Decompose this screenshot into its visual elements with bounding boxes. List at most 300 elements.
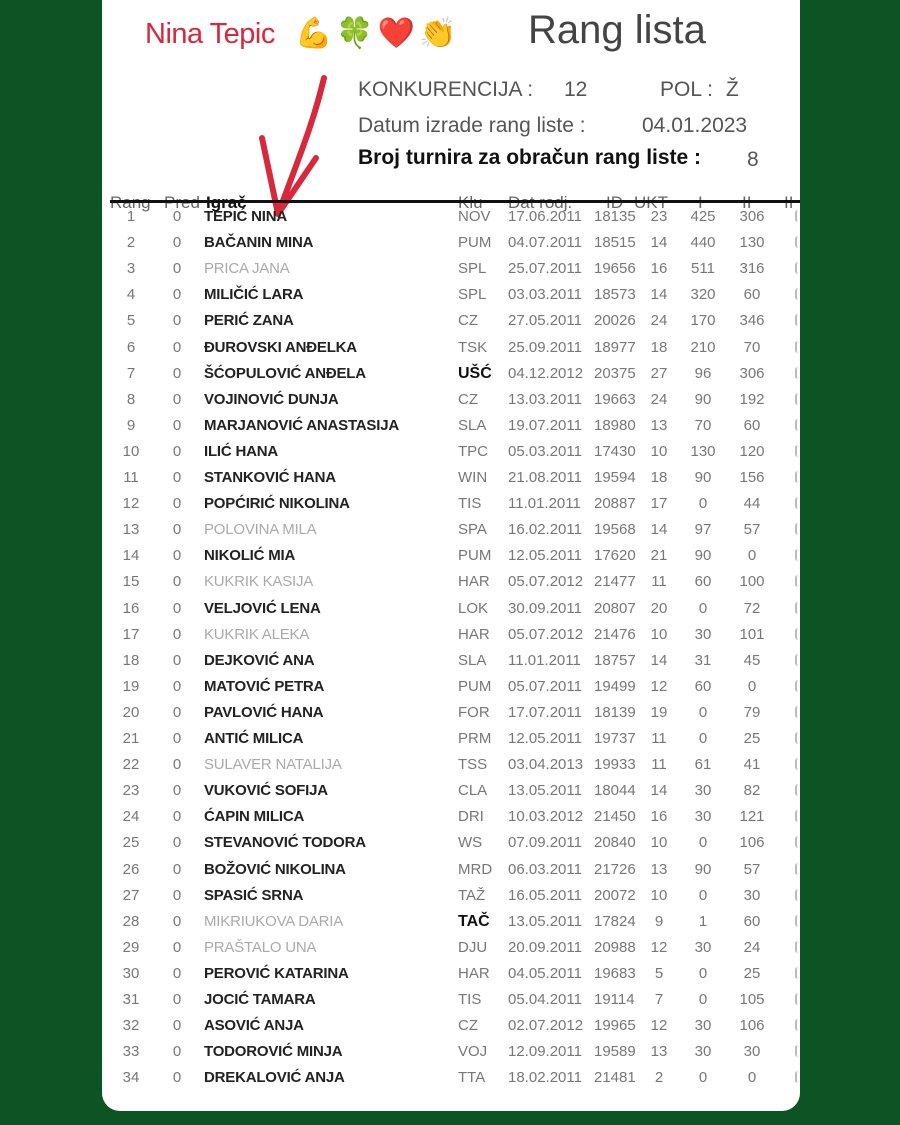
points-i-cell: 0 — [698, 834, 708, 852]
rank-cell: 3 — [126, 260, 136, 278]
id-cell: 19114 — [594, 991, 635, 1008]
points-ii-cell: 57 — [743, 860, 761, 878]
cut-off-column-edge — [795, 810, 800, 822]
points-ii-cell: 105 — [739, 991, 765, 1008]
table-row — [102, 1064, 800, 1090]
points-ii-cell: 0 — [747, 1069, 757, 1087]
cut-off-column-edge — [795, 863, 800, 875]
rank-cell: 25 — [122, 834, 140, 852]
birthdate-cell: 13.05.2011 — [508, 912, 582, 930]
points-i-cell: 0 — [698, 964, 708, 982]
player-name-cell: VOJINOVIĆ DUNJA — [204, 390, 339, 408]
table-row — [102, 334, 800, 360]
birthdate-cell: 12.05.2011 — [508, 730, 582, 747]
club-cell: PUM — [458, 547, 492, 565]
cut-off-column-edge — [795, 993, 800, 1005]
points-i-cell: 425 — [690, 208, 716, 225]
player-name-cell: ANTIĆ MILICA — [204, 730, 304, 747]
points-i-cell: 90 — [694, 547, 712, 565]
id-cell: 17620 — [594, 547, 636, 565]
points-i-cell: 440 — [690, 234, 716, 252]
points-i-cell: 0 — [698, 599, 708, 617]
player-name-cell: PERIĆ ZANA — [204, 312, 294, 330]
points-ii-cell: 0 — [747, 547, 757, 565]
player-name-cell: KUKRIK KASIJA — [204, 573, 314, 591]
datum-label: Datum izrade rang liste : — [358, 114, 586, 137]
pred-cell: 0 — [172, 834, 182, 852]
rank-cell: 22 — [122, 756, 140, 774]
player-name-cell: DREKALOVIĆ ANJA — [204, 1069, 345, 1087]
pol-label: POL : — [660, 78, 713, 101]
player-name-cell: PRAŠTALO UNA — [204, 938, 317, 956]
birthdate-cell: 17.07.2011 — [508, 703, 582, 721]
birthdate-cell: 18.02.2011 — [508, 1069, 582, 1087]
table-row — [102, 464, 800, 490]
rank-cell: 6 — [126, 338, 136, 356]
points-i-cell: 61 — [694, 756, 712, 774]
ukt-cell: 23 — [650, 208, 668, 225]
ukt-cell: 12 — [650, 677, 668, 695]
player-name-cell: MILIČIĆ LARA — [204, 286, 304, 304]
points-i-cell: 30 — [694, 625, 712, 643]
id-cell: 19737 — [594, 730, 636, 747]
pred-cell: 0 — [172, 286, 182, 304]
pred-cell: 0 — [172, 1017, 182, 1035]
rank-cell: 27 — [122, 886, 140, 904]
player-name-cell: VELJOVIĆ LENA — [204, 599, 321, 617]
player-name-cell: MATOVIĆ PETRA — [204, 677, 325, 695]
birthdate-cell: 07.09.2011 — [508, 834, 582, 852]
pred-cell: 0 — [172, 912, 182, 930]
pred-cell: 0 — [172, 808, 182, 826]
table-row — [102, 803, 800, 829]
konkurencija-value: 12 — [564, 78, 588, 101]
club-cell: FOR — [458, 703, 490, 721]
points-i-cell: 60 — [694, 677, 712, 695]
club-cell: UŠĆ — [458, 364, 492, 382]
points-ii-cell: 121 — [739, 808, 765, 826]
club-cell: DRI — [458, 808, 484, 826]
birthdate-cell: 20.09.2011 — [508, 938, 582, 956]
table-row — [102, 203, 800, 229]
id-cell: 21476 — [594, 625, 636, 643]
cut-off-column-edge — [795, 758, 800, 770]
ukt-cell: 13 — [650, 1043, 668, 1061]
id-cell: 19568 — [594, 521, 636, 539]
player-name-cell: STANKOVIĆ HANA — [204, 469, 336, 486]
player-name-cell: ĆAPIN MILICA — [204, 808, 305, 826]
pred-cell: 0 — [172, 860, 182, 878]
points-ii-cell: 45 — [743, 651, 761, 669]
rank-cell: 5 — [126, 312, 136, 330]
points-i-cell: 1 — [698, 912, 708, 930]
ukt-cell: 10 — [650, 625, 668, 643]
points-ii-cell: 25 — [743, 964, 761, 982]
birthdate-cell: 05.07.2012 — [508, 573, 584, 591]
pred-cell: 0 — [172, 782, 182, 800]
club-cell: CLA — [458, 782, 488, 800]
points-i-cell: 0 — [698, 1069, 708, 1087]
pred-cell: 0 — [172, 521, 182, 539]
id-cell: 21450 — [594, 808, 636, 826]
cut-off-column-edge — [795, 706, 800, 718]
birthdate-cell: 13.05.2011 — [508, 782, 582, 800]
cut-off-column-edge — [795, 654, 800, 666]
id-cell: 20807 — [594, 599, 636, 617]
ukt-cell: 9 — [654, 912, 664, 930]
ukt-cell: 12 — [650, 938, 668, 956]
points-ii-cell: 60 — [743, 416, 761, 434]
pred-cell: 0 — [172, 886, 182, 904]
birthdate-cell: 21.08.2011 — [508, 469, 582, 486]
ukt-cell: 19 — [650, 703, 668, 721]
pred-cell: 0 — [172, 599, 182, 617]
birthdate-cell: 10.03.2012 — [508, 808, 584, 826]
id-cell: 20840 — [594, 834, 636, 852]
table-row — [102, 829, 800, 855]
cut-off-column-edge — [795, 889, 800, 901]
club-cell: VOJ — [458, 1043, 488, 1061]
club-cell: WS — [458, 834, 483, 852]
ukt-cell: 11 — [651, 730, 667, 747]
cut-off-column-edge — [795, 941, 800, 953]
club-cell: HAR — [458, 573, 490, 591]
club-cell: TIS — [458, 991, 482, 1008]
club-cell: HAR — [458, 625, 490, 643]
rank-cell: 28 — [122, 912, 140, 930]
points-ii-cell: 106 — [739, 1017, 765, 1035]
points-ii-cell: 30 — [743, 1043, 761, 1061]
player-name-cell: SULAVER NATALIJA — [204, 756, 342, 774]
points-i-cell: 30 — [694, 782, 712, 800]
points-i-cell: 0 — [698, 703, 708, 721]
ukt-cell: 14 — [650, 234, 668, 252]
rank-cell: 29 — [122, 938, 140, 956]
id-cell: 18135 — [594, 208, 636, 225]
table-row — [102, 725, 800, 751]
id-cell: 18573 — [594, 286, 636, 304]
birthdate-cell: 02.07.2012 — [508, 1017, 584, 1035]
birthdate-cell: 25.09.2011 — [508, 338, 582, 356]
club-cell: TPC — [458, 442, 488, 460]
points-ii-cell: 192 — [739, 390, 765, 408]
birthdate-cell: 16.05.2011 — [508, 886, 582, 904]
table-row — [102, 516, 800, 542]
birthdate-cell: 11.01.2011 — [508, 651, 581, 669]
ukt-cell: 14 — [650, 782, 668, 800]
rank-cell: 23 — [122, 782, 140, 800]
cut-off-column-edge — [795, 549, 800, 561]
birthdate-cell: 04.12.2012 — [508, 364, 584, 382]
player-name-cell: ŠĆOPULOVIĆ ANĐELA — [204, 364, 366, 382]
cut-off-column-edge — [795, 367, 800, 379]
points-i-cell: 0 — [698, 495, 708, 513]
pred-cell: 0 — [172, 495, 182, 513]
pred-cell: 0 — [172, 442, 182, 460]
points-ii-cell: 106 — [739, 834, 765, 852]
ukt-cell: 10 — [650, 834, 668, 852]
club-cell: PUM — [458, 677, 492, 695]
rank-cell: 16 — [122, 599, 140, 617]
table-row — [102, 673, 800, 699]
birthdate-cell: 12.05.2011 — [508, 547, 582, 565]
rank-cell: 20 — [122, 703, 140, 721]
pred-cell: 0 — [172, 208, 182, 225]
player-name-cell: KUKRIK ALEKA — [204, 625, 310, 643]
points-i-cell: 130 — [690, 442, 716, 460]
pred-cell: 0 — [172, 364, 182, 382]
points-i-cell: 30 — [694, 1017, 712, 1035]
table-row — [102, 386, 800, 412]
birthdate-cell: 03.03.2011 — [508, 286, 582, 304]
club-cell: NOV — [458, 208, 491, 225]
player-name-cell: STEVANOVIĆ TODORA — [204, 834, 366, 852]
ukt-cell: 11 — [651, 756, 667, 774]
points-i-cell: 90 — [694, 860, 712, 878]
id-cell: 20072 — [594, 886, 636, 904]
table-row — [102, 1038, 800, 1064]
cut-off-column-edge — [795, 915, 800, 927]
pred-cell: 0 — [172, 938, 182, 956]
points-ii-cell: 101 — [739, 625, 765, 643]
pred-cell: 0 — [172, 234, 182, 252]
konkurencija-label: KONKURENCIJA : — [358, 78, 534, 101]
id-cell: 20887 — [594, 495, 636, 513]
cut-off-column-edge — [795, 1045, 800, 1057]
ukt-cell: 10 — [650, 442, 668, 460]
pred-cell: 0 — [172, 730, 182, 747]
birthdate-cell: 05.03.2011 — [508, 442, 582, 460]
pred-cell: 0 — [172, 651, 182, 669]
ukt-cell: 18 — [650, 469, 668, 486]
player-name-cell: VUKOVIĆ SOFIJA — [204, 782, 328, 800]
emoji-reactions: 💪🍀❤️👏 — [295, 17, 461, 50]
club-cell: TAŽ — [458, 886, 486, 904]
ukt-cell: 13 — [650, 416, 668, 434]
player-name-cell: BOŽOVIĆ NIKOLINA — [204, 860, 346, 878]
page-title: Rang lista — [528, 8, 706, 52]
club-cell: CZ — [458, 390, 478, 408]
ukt-cell: 14 — [650, 651, 668, 669]
player-name-cell: ĐUROVSKI ANĐELKA — [204, 338, 357, 356]
pol-value: Ž — [726, 78, 739, 101]
points-ii-cell: 0 — [747, 677, 757, 695]
points-ii-cell: 79 — [743, 703, 761, 721]
club-cell: LOK — [458, 599, 489, 617]
table-row — [102, 647, 800, 673]
id-cell: 21481 — [594, 1069, 636, 1087]
cut-off-column-edge — [795, 680, 800, 692]
player-name-cell: BAČANIN MINA — [204, 234, 314, 252]
id-cell: 19965 — [594, 1017, 636, 1035]
player-name-cell: PAVLOVIĆ HANA — [204, 703, 324, 721]
club-cell: MRD — [458, 860, 493, 878]
player-name-cell: MIKRIUKOVA DARIA — [204, 912, 344, 930]
rank-cell: 31 — [122, 991, 140, 1008]
cut-off-column-edge — [795, 445, 800, 457]
points-i-cell: 90 — [694, 469, 712, 486]
id-cell: 18977 — [594, 338, 636, 356]
birthdate-cell: 13.03.2011 — [508, 390, 582, 408]
id-cell: 19683 — [594, 964, 636, 982]
points-ii-cell: 70 — [743, 338, 761, 356]
club-cell: SLA — [458, 416, 487, 434]
id-cell: 18515 — [594, 234, 636, 252]
cut-off-column-edge — [795, 602, 800, 614]
id-cell: 19663 — [594, 390, 636, 408]
points-ii-cell: 82 — [743, 782, 761, 800]
club-cell: TSK — [458, 338, 488, 356]
rank-cell: 30 — [122, 964, 140, 982]
cut-off-column-edge — [795, 732, 800, 744]
id-cell: 19589 — [594, 1043, 636, 1061]
id-cell: 19594 — [594, 469, 636, 486]
birthdate-cell: 04.07.2011 — [508, 234, 582, 252]
player-name-cell: ASOVIĆ ANJA — [204, 1017, 304, 1035]
player-name-cell: DEJKOVIĆ ANA — [204, 651, 315, 669]
club-cell: TTA — [458, 1069, 486, 1087]
table-row — [102, 490, 800, 516]
points-ii-cell: 24 — [743, 938, 761, 956]
player-name-cell: PRICA JANA — [204, 260, 290, 278]
table-row — [102, 595, 800, 621]
pred-cell: 0 — [172, 573, 182, 591]
points-ii-cell: 306 — [739, 364, 765, 382]
club-cell: TIS — [458, 495, 482, 513]
id-cell: 21477 — [594, 573, 636, 591]
points-i-cell: 70 — [694, 416, 712, 434]
ukt-cell: 27 — [650, 364, 668, 382]
rank-cell: 7 — [126, 364, 136, 382]
points-ii-cell: 57 — [743, 521, 761, 539]
pred-cell: 0 — [172, 547, 182, 565]
pred-cell: 0 — [172, 390, 182, 408]
cut-off-column-edge — [795, 523, 800, 535]
birthdate-cell: 03.04.2013 — [508, 756, 584, 774]
player-name-cell: NIKOLIĆ MIA — [204, 547, 296, 565]
rank-cell: 1 — [126, 208, 136, 225]
rank-cell: 12 — [122, 495, 140, 513]
id-cell: 20375 — [594, 364, 636, 382]
points-ii-cell: 44 — [743, 495, 761, 513]
rank-cell: 17 — [122, 625, 140, 643]
points-i-cell: 31 — [694, 651, 712, 669]
table-row — [102, 307, 800, 333]
table-row — [102, 934, 800, 960]
table-row — [102, 438, 800, 464]
ukt-cell: 10 — [650, 886, 668, 904]
rank-cell: 8 — [126, 390, 136, 408]
birthdate-cell: 12.09.2011 — [508, 1043, 582, 1061]
ukt-cell: 12 — [650, 1017, 668, 1035]
ukt-cell: 24 — [650, 390, 668, 408]
id-cell: 18757 — [594, 651, 636, 669]
table-header — [102, 173, 800, 203]
birthdate-cell: 05.07.2012 — [508, 625, 584, 643]
points-ii-cell: 72 — [743, 599, 761, 617]
rank-cell: 13 — [122, 521, 140, 539]
table-row — [102, 281, 800, 307]
birthdate-cell: 17.06.2011 — [508, 208, 582, 225]
points-ii-cell: 346 — [739, 312, 765, 330]
points-ii-cell: 25 — [743, 730, 761, 747]
player-name-cell: SPASIĆ SRNA — [204, 886, 304, 904]
id-cell: 19499 — [594, 677, 636, 695]
points-ii-cell: 120 — [739, 442, 765, 460]
table-row — [102, 986, 800, 1012]
ukt-cell: 17 — [650, 495, 668, 513]
points-i-cell: 60 — [694, 573, 712, 591]
birthdate-cell: 25.07.2011 — [508, 260, 582, 278]
cut-off-column-edge — [795, 836, 800, 848]
points-ii-cell: 60 — [743, 286, 761, 304]
id-cell: 20988 — [594, 938, 636, 956]
ukt-cell: 2 — [654, 1069, 664, 1087]
birthdate-cell: 05.04.2011 — [508, 991, 582, 1008]
points-i-cell: 0 — [698, 730, 708, 747]
points-i-cell: 210 — [690, 338, 716, 356]
id-cell: 19933 — [594, 756, 636, 774]
id-cell: 18044 — [594, 782, 636, 800]
table-row — [102, 777, 800, 803]
points-i-cell: 30 — [694, 1043, 712, 1061]
rank-cell: 10 — [122, 442, 140, 460]
birthdate-cell: 06.03.2011 — [508, 860, 582, 878]
club-cell: PUM — [458, 234, 492, 252]
table-row — [102, 751, 800, 777]
table-row — [102, 542, 800, 568]
pred-cell: 0 — [172, 312, 182, 330]
club-cell: WIN — [458, 469, 488, 486]
id-cell: 21726 — [594, 860, 636, 878]
cut-off-column-edge — [795, 1071, 800, 1083]
birthdate-cell: 04.05.2011 — [508, 964, 582, 982]
pred-cell: 0 — [172, 756, 182, 774]
ukt-cell: 7 — [654, 991, 664, 1008]
table-row — [102, 229, 800, 255]
player-name-cell: TODOROVIĆ MINJA — [204, 1043, 343, 1061]
player-name-cell: PEROVIĆ KATARINA — [204, 964, 349, 982]
cut-off-column-edge — [795, 419, 800, 431]
player-name-heading: Nina Tepic — [145, 18, 275, 50]
ukt-cell: 16 — [650, 260, 668, 278]
club-cell: SPL — [458, 260, 487, 278]
points-ii-cell: 100 — [739, 573, 765, 591]
cut-off-column-edge — [795, 628, 800, 640]
table-row — [102, 699, 800, 725]
points-ii-cell: 41 — [743, 756, 761, 774]
table-row — [102, 255, 800, 281]
points-i-cell: 30 — [694, 938, 712, 956]
datum-value: 04.01.2023 — [642, 114, 748, 137]
id-cell: 20026 — [594, 312, 636, 330]
table-row — [102, 1012, 800, 1038]
ukt-cell: 14 — [650, 521, 668, 539]
club-cell: HAR — [458, 964, 490, 982]
points-i-cell: 170 — [690, 312, 716, 330]
table-row — [102, 960, 800, 986]
points-i-cell: 0 — [698, 991, 708, 1008]
cut-off-column-edge — [795, 784, 800, 796]
cut-off-column-edge — [795, 575, 800, 587]
ukt-cell: 5 — [654, 964, 664, 982]
pred-cell: 0 — [172, 338, 182, 356]
points-i-cell: 511 — [691, 260, 715, 278]
ukt-cell: 14 — [650, 286, 668, 304]
player-name-cell: JOCIĆ TAMARA — [204, 991, 316, 1008]
birthdate-cell: 30.09.2011 — [508, 599, 582, 617]
birthdate-cell: 11.01.2011 — [508, 495, 581, 513]
